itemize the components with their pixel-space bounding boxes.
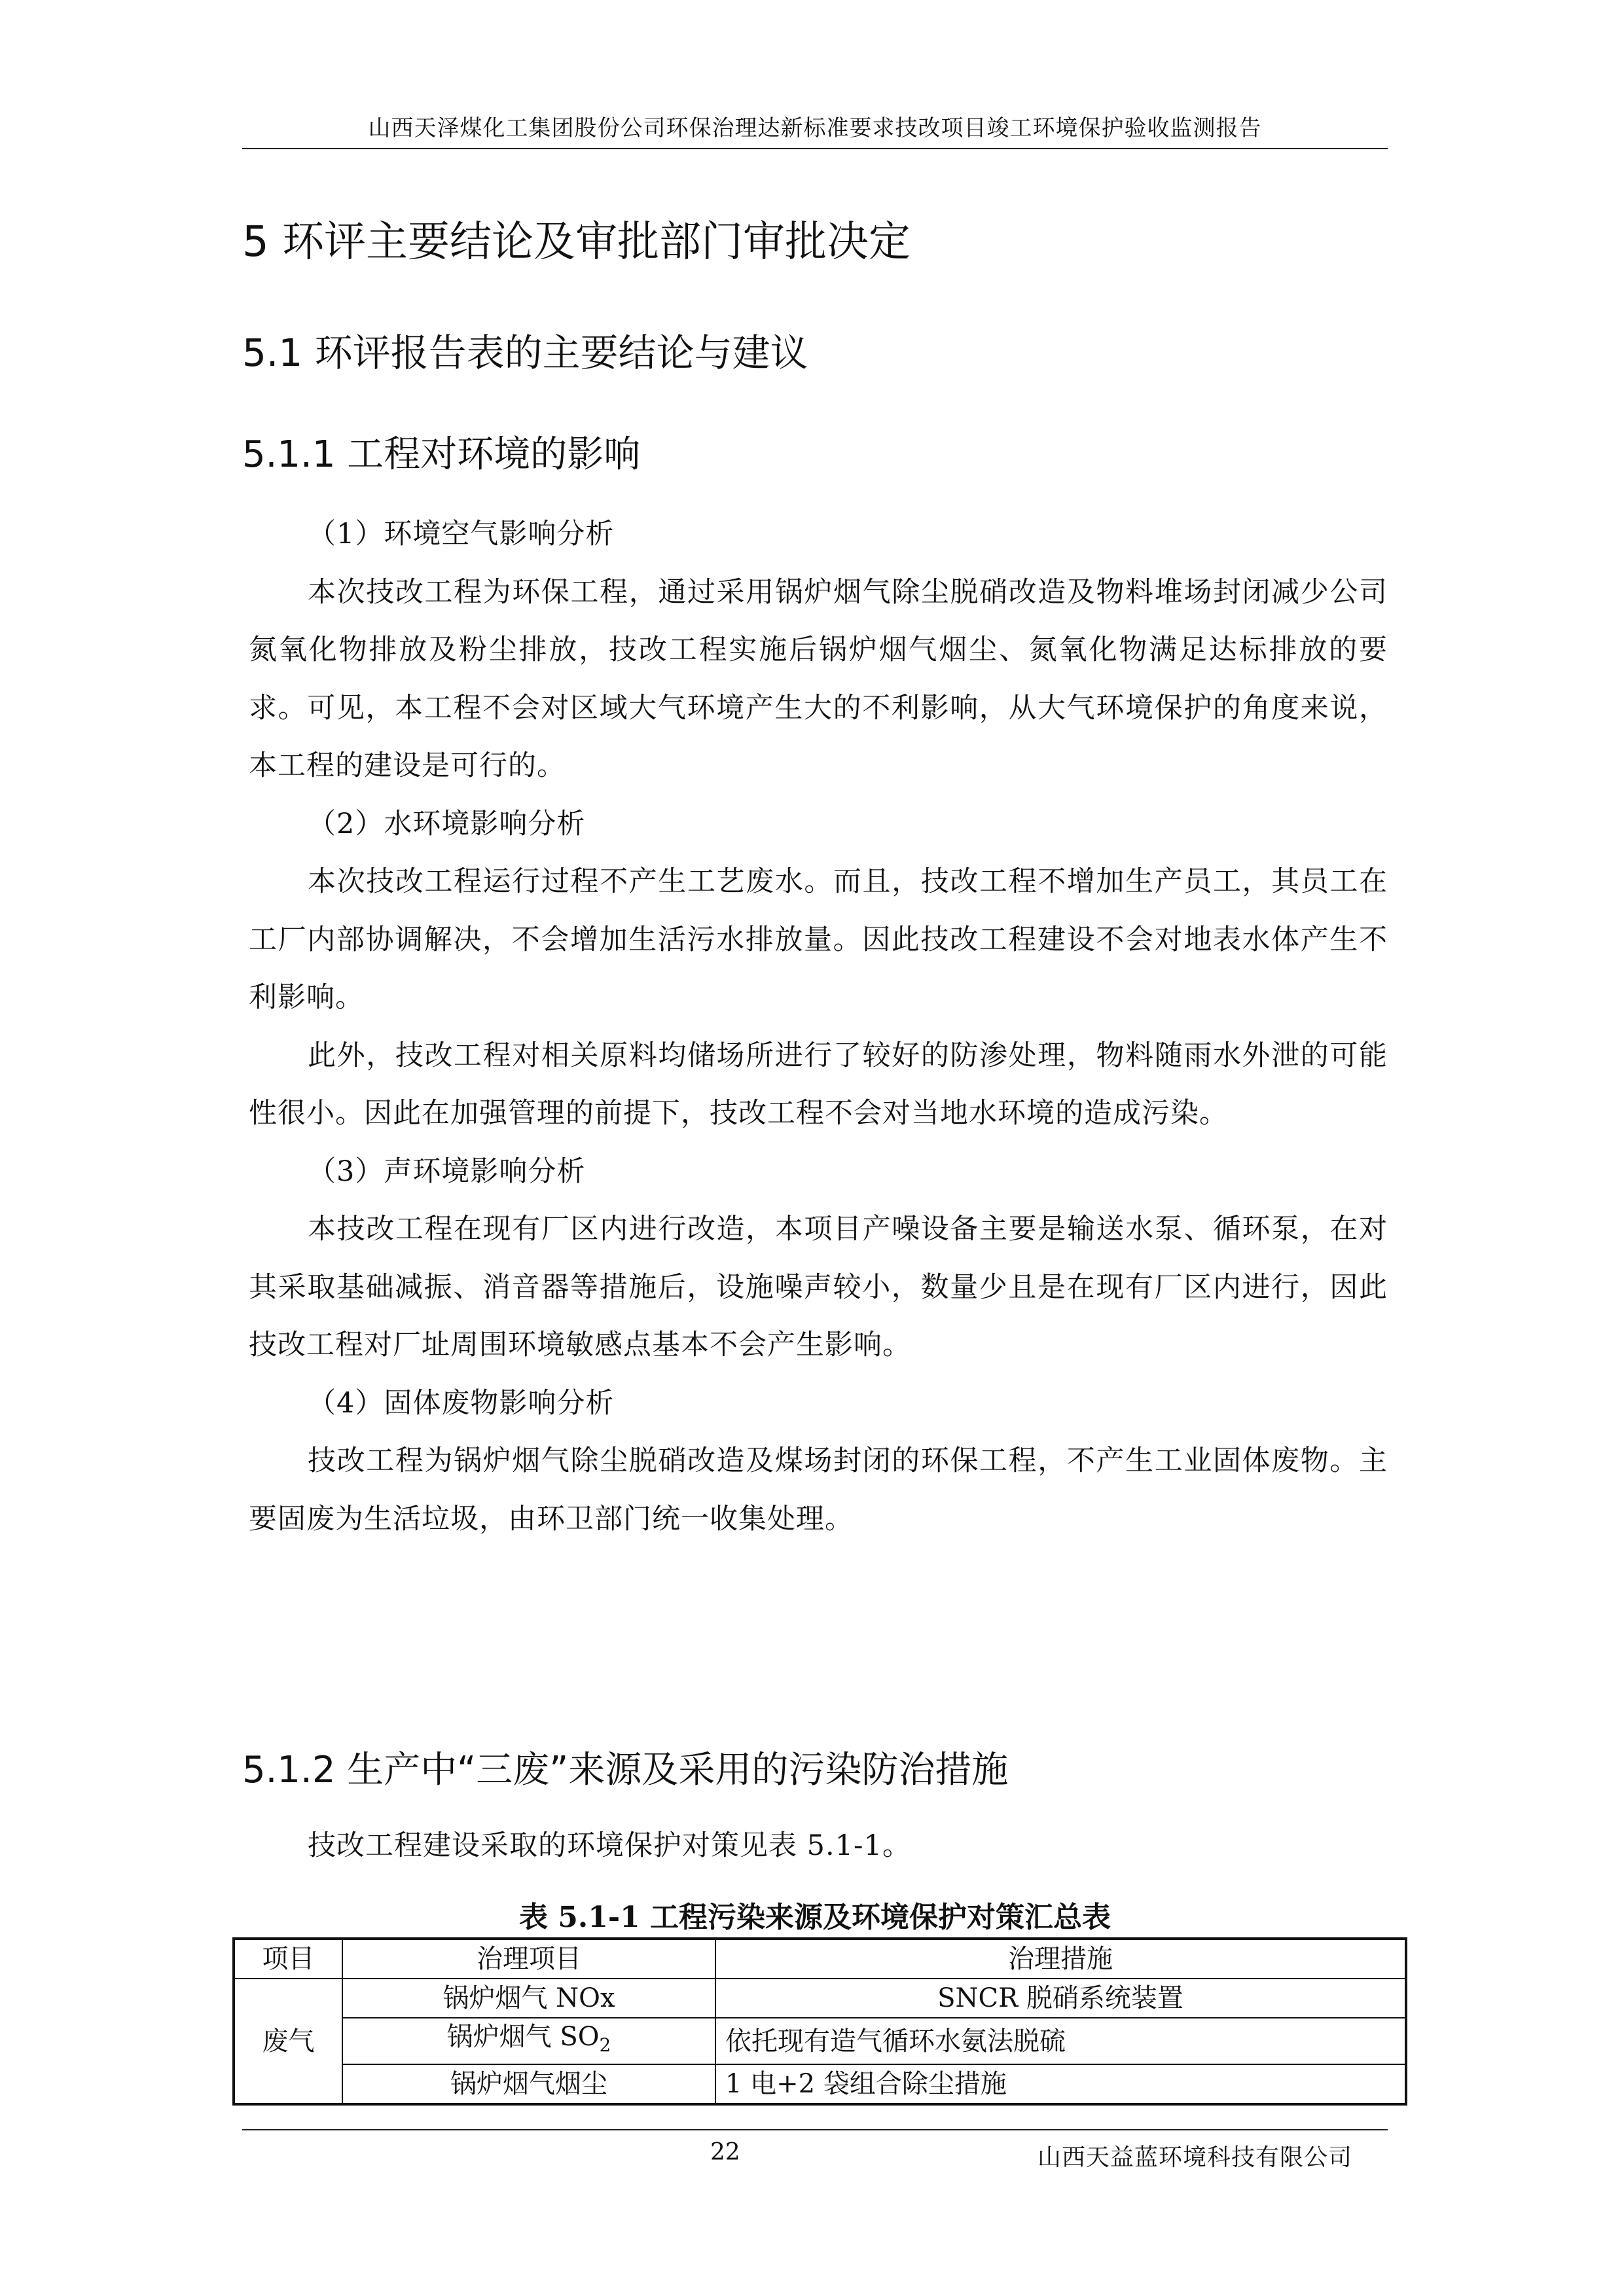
chapter-heading: 5 环评主要结论及审批部门审批决定 (242, 218, 911, 266)
measure-cell: 1 电+2 袋组合除尘措施 (715, 2064, 1406, 2104)
item-text: 锅炉烟气 SO (446, 2022, 600, 2052)
paragraph: （2）水环境影响分析 (308, 807, 586, 840)
item-cell (342, 2018, 715, 2064)
table-row (234, 2064, 1406, 2104)
paragraph: （3）声环境影响分析 (308, 1155, 586, 1188)
item-cell: 锅炉烟气烟尘 (342, 2064, 715, 2104)
paragraph: 本次技改工程运行过程不产生工艺废水。而且，技改工程不增加生产员工，其员工在工厂内部协调解决，不会增加生活污水排放量。因此技改工程建设不会对地表水体产生不利影响。 (249, 865, 1388, 1014)
table-caption: 表 5.1-1 工程污染来源及环境保护对策汇总表 (518, 1901, 1111, 1934)
table-header-row (234, 1939, 1406, 1979)
table-row (234, 1979, 1406, 2018)
measure-cell: SNCR 脱硝系统装置 (715, 1979, 1406, 2018)
footer-divider (242, 2129, 1388, 2130)
section-heading: 5.1 环评报告表的主要结论与建议 (242, 331, 808, 375)
page-number: 22 (710, 2139, 740, 2166)
measure-cell: 依托现有造气循环水氨法脱硫 (715, 2018, 1406, 2064)
paragraph: （1）环境空气影响分析 (308, 518, 615, 550)
header-divider (242, 148, 1388, 149)
subsection-heading-5-1-2: 5.1.2 生产中“三废”来源及采用的污染防治措施 (242, 1749, 1009, 1791)
item-cell: 锅炉烟气 NOx (342, 1979, 715, 2018)
table-intro (249, 1817, 1388, 1874)
pollution-measures-table (232, 1937, 1407, 2106)
table-header-cell: 治理项目 (342, 1939, 715, 1979)
paragraph: 技改工程建设采取的环境保护对策见表 5.1-1。 (308, 1829, 911, 1862)
paragraph: 技改工程为锅炉烟气除尘脱硝改造及煤场封闭的环保工程，不产生工业固体废物。主要固废为生活垃圾，由环卫部门统一收集处理。 (249, 1444, 1388, 1535)
category-cell: 废气 (234, 1979, 342, 2104)
table-header-cell: 治理措施 (715, 1939, 1406, 1979)
paragraph: 此外，技改工程对相关原料均储场所进行了较好的防渗处理，物料随雨水外泄的可能性很小。因此在加强管理的前提下，技改工程不会对当地水环境的造成污染。 (249, 1039, 1388, 1130)
table-header-cell: 项目 (234, 1939, 342, 1979)
paragraph: 本次技改工程为环保工程，通过采用锅炉烟气除尘脱硝改造及物料堆场封闭减少公司氮氧化物排放及粉尘排放，技改工程实施后锅炉烟气烟尘、氮氧化物满足达标排放的要求。可见，本工程不会对区域大气环境产生大的不利影响，从大气环境保护的角度来说，本工程的建设是可行的。 (249, 575, 1388, 782)
table-row (234, 2018, 1406, 2064)
body-text (249, 505, 1388, 1548)
paragraph: （4）固体废物影响分析 (308, 1386, 615, 1420)
footer-company: 山西天益蓝环境科技有限公司 (1038, 2144, 1353, 2171)
subsection-heading-5-1-1: 5.1.1 工程对环境的影响 (242, 433, 641, 476)
running-header: 山西天泽煤化工集团股份公司环保治理达新标准要求技改项目竣工环境保护验收监测报告 (368, 115, 1262, 141)
paragraph: 本技改工程在现有厂区内进行改造，本项目产噪设备主要是输送水泵、循环泵，在对其采取基础减振、消音器等措施后，设施噪声较小，数量少且是在现有厂区内进行，因此技改工程对厂址周围环境敏感点基本不会产生影响。 (249, 1213, 1388, 1361)
subscript: 2 (599, 2034, 611, 2056)
